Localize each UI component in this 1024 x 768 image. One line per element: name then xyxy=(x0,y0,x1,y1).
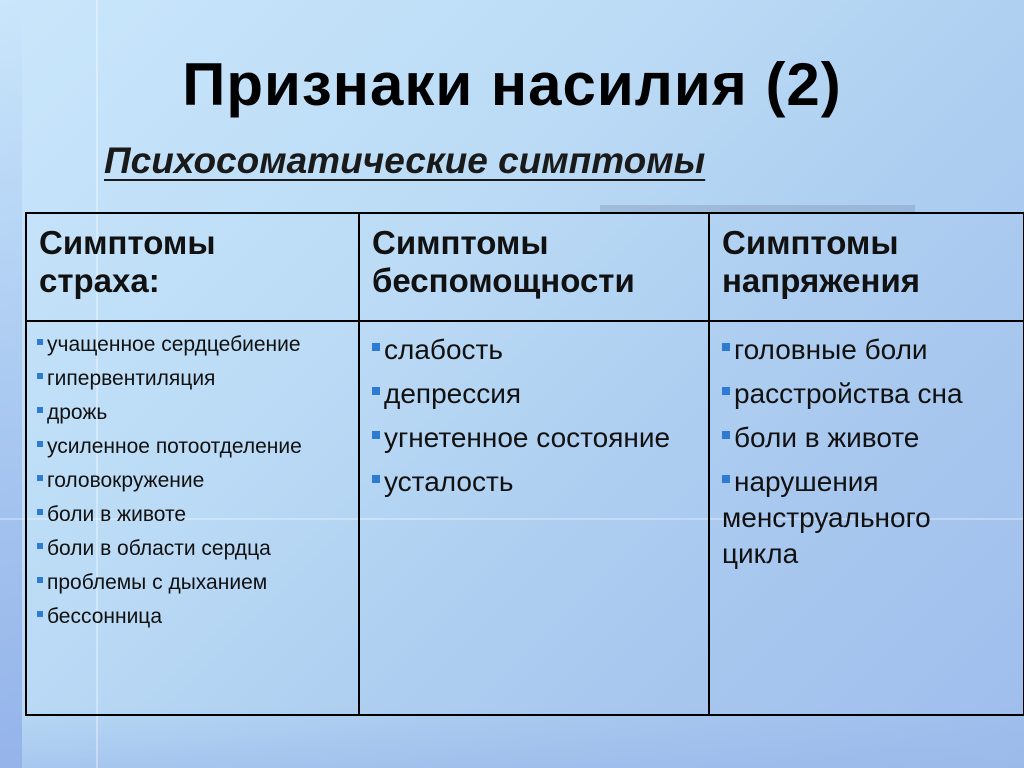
list-item xyxy=(722,464,1013,572)
list-item xyxy=(37,364,352,393)
square-bullet-icon xyxy=(37,577,43,583)
square-bullet-icon xyxy=(722,387,730,395)
header-fear-symptoms xyxy=(26,213,359,321)
square-bullet-icon xyxy=(37,441,43,447)
list-item-text: головокружение xyxy=(47,469,205,492)
list-item-text: усиленное потоотделение xyxy=(47,435,302,458)
list-item xyxy=(722,332,1013,368)
helplessness-symptoms-cell xyxy=(359,321,709,715)
list-item xyxy=(37,466,352,495)
list-item xyxy=(372,332,698,368)
square-bullet-icon xyxy=(37,407,43,413)
slide-subtitle: Психосоматические симптомы xyxy=(104,140,706,181)
list-item xyxy=(722,420,1013,456)
table-body-row xyxy=(26,321,1024,715)
square-bullet-icon xyxy=(37,475,43,481)
list-item xyxy=(722,376,1013,412)
tension-symptoms-list xyxy=(710,322,1023,572)
square-bullet-icon xyxy=(372,343,380,351)
square-bullet-icon xyxy=(372,475,380,483)
square-bullet-icon xyxy=(722,343,730,351)
list-item-text: гипервентиляция xyxy=(47,367,216,390)
list-item-text: усталость xyxy=(384,466,514,497)
list-item-text: депрессия xyxy=(384,378,522,409)
list-item-text: учащенное сердцебиение xyxy=(47,333,301,356)
square-bullet-icon xyxy=(37,543,43,549)
header-line: Симптомы xyxy=(722,224,899,261)
header-helplessness-symptoms xyxy=(359,213,709,321)
table-header-row xyxy=(26,213,1024,321)
list-item-text: бессонница xyxy=(47,605,163,628)
list-item-text: проблемы с дыханием xyxy=(47,571,268,594)
list-item xyxy=(372,420,698,456)
list-item-text: головные боли xyxy=(734,334,928,365)
tension-symptoms-cell xyxy=(709,321,1024,715)
square-bullet-icon xyxy=(372,431,380,439)
square-bullet-icon xyxy=(37,339,43,345)
list-item-text: боли в животе xyxy=(734,422,920,453)
list-item-text: угнетенное состояние xyxy=(384,422,671,453)
list-item-text: нарушения менструального цикла xyxy=(722,466,931,569)
square-bullet-icon xyxy=(722,475,730,483)
background-band-bottom xyxy=(0,708,1024,768)
list-item xyxy=(37,602,352,631)
list-item xyxy=(37,534,352,563)
list-item xyxy=(37,432,352,461)
list-item-text: расстройства сна xyxy=(734,378,963,409)
fear-symptoms-cell xyxy=(26,321,359,715)
fear-symptoms-list xyxy=(27,322,358,631)
list-item-text: боли в животе xyxy=(47,503,187,526)
list-item xyxy=(37,568,352,597)
square-bullet-icon xyxy=(37,611,43,617)
list-item xyxy=(372,464,698,500)
list-item xyxy=(37,398,352,427)
header-tension-symptoms xyxy=(709,213,1024,321)
header-line: Симптомы xyxy=(39,224,216,261)
square-bullet-icon xyxy=(372,387,380,395)
square-bullet-icon xyxy=(37,373,43,379)
square-bullet-icon xyxy=(722,431,730,439)
symptoms-table xyxy=(25,212,1024,716)
header-line: страха: xyxy=(39,262,160,299)
list-item-text: дрожь xyxy=(47,401,108,424)
slide-title: Признаки насилия (2) xyxy=(182,51,842,118)
square-bullet-icon xyxy=(37,509,43,515)
header-line: беспомощности xyxy=(372,262,635,299)
list-item xyxy=(372,376,698,412)
header-line: напряжения xyxy=(722,262,920,299)
header-line: Симптомы xyxy=(372,224,549,261)
list-item xyxy=(37,500,352,529)
list-item-text: слабость xyxy=(384,334,503,365)
helplessness-symptoms-list xyxy=(360,322,708,500)
list-item xyxy=(37,330,352,359)
list-item-text: боли в области сердца xyxy=(47,537,271,560)
